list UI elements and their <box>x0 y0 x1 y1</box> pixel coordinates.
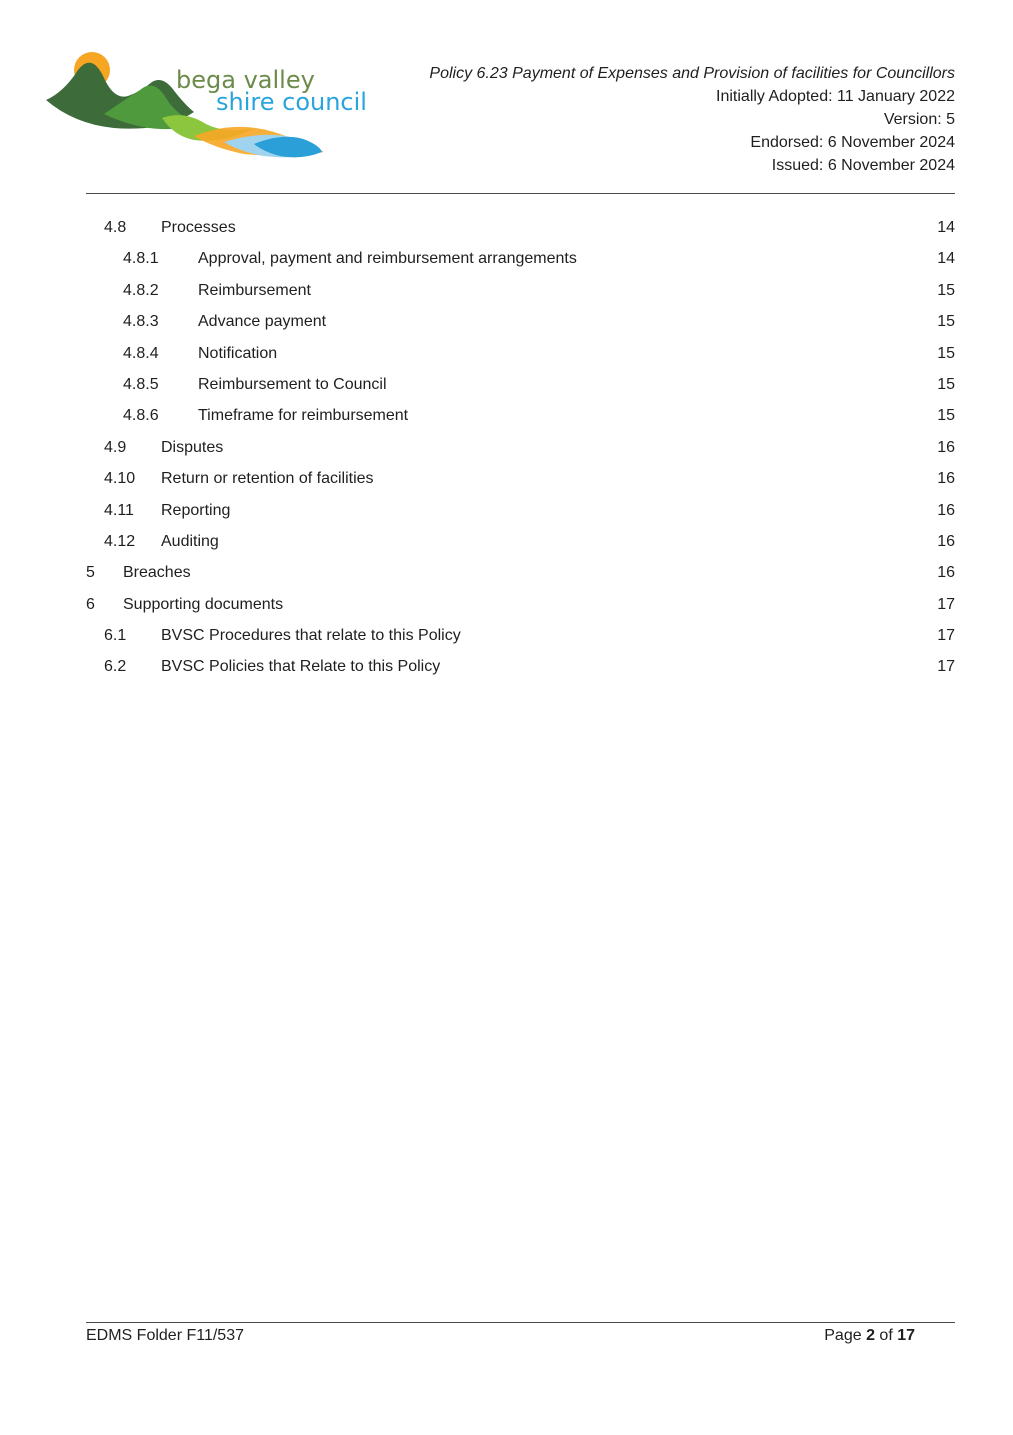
toc-entry-label: Notification <box>198 344 278 362</box>
toc-entry-page: 15 <box>937 313 955 331</box>
toc-entry-label: Reporting <box>161 501 231 519</box>
toc-entry-label: Reimbursement <box>198 281 311 299</box>
table-of-contents <box>86 212 955 683</box>
toc-entry[interactable] <box>86 338 955 369</box>
initially-adopted: Initially Adopted: 11 January 2022 <box>716 88 955 105</box>
toc-entry[interactable] <box>86 495 955 526</box>
toc-entry-page: 16 <box>937 532 955 550</box>
toc-entry[interactable] <box>86 526 955 557</box>
toc-entry-number: 4.12 <box>104 532 136 550</box>
toc-entry-page: 14 <box>937 250 955 268</box>
toc-entry[interactable] <box>86 463 955 494</box>
toc-entry-label: Processes <box>161 219 236 236</box>
toc-entry-page: 17 <box>937 627 955 645</box>
toc-entry-number: 4.8.5 <box>123 375 159 393</box>
toc-entry-label: Timeframe for reimbursement <box>198 407 409 425</box>
toc-entry[interactable] <box>86 369 955 400</box>
toc-entry-number: 6.1 <box>104 627 127 645</box>
toc-entry-page: 15 <box>937 407 955 425</box>
toc-entry-number: 4.8.3 <box>123 313 159 331</box>
toc-entry-number: 4.8.1 <box>123 250 159 268</box>
toc-entry-page: 15 <box>937 281 955 299</box>
toc-entry-number: 6 <box>86 595 95 613</box>
toc-entry[interactable] <box>86 400 955 431</box>
page-of: of <box>874 1327 898 1344</box>
policy-title: Policy 6.23 Payment of Expenses and Provision of facilities for Councillors <box>429 65 955 82</box>
toc-entry-label: Breaches <box>123 564 191 582</box>
page-total: 17 <box>897 1327 915 1344</box>
toc-entry[interactable] <box>86 432 955 463</box>
version: Version: 5 <box>883 111 955 128</box>
toc-entry-number: 4.9 <box>104 438 127 456</box>
toc-entry-label: BVSC Procedures that relate to this Policy <box>161 627 461 645</box>
toc-entry[interactable] <box>86 651 955 682</box>
toc-entry-number: 4.8.2 <box>123 281 159 299</box>
page-current: 2 <box>866 1327 875 1344</box>
page-number <box>824 1327 915 1345</box>
header-divider <box>86 193 955 194</box>
logo-text-line1: bega valley <box>176 66 315 94</box>
toc-entry-page: 16 <box>937 438 955 456</box>
toc-entry-page: 17 <box>937 658 955 676</box>
toc-entry-label: Approval, payment and reimbursement arrangements <box>198 250 577 268</box>
toc-entry-label: Auditing <box>161 532 219 550</box>
toc-entry[interactable] <box>86 620 955 651</box>
toc-entry-label: BVSC Policies that Relate to this Policy <box>161 658 441 676</box>
toc-entry-label: Return or retention of facilities <box>161 470 374 488</box>
toc-entry-number: 4.8 <box>104 219 127 236</box>
toc-entry[interactable] <box>86 243 955 274</box>
logo-text-line2: shire council <box>216 88 367 116</box>
toc-entry-page: 16 <box>937 470 955 488</box>
toc-entry[interactable] <box>86 306 955 337</box>
toc-entry-page: 17 <box>937 595 955 613</box>
toc-entry-number: 4.8.4 <box>123 344 159 362</box>
council-logo <box>44 48 374 160</box>
toc-entry-label: Reimbursement to Council <box>198 375 387 393</box>
toc-entry[interactable] <box>86 275 955 306</box>
toc-entry-label: Advance payment <box>198 313 327 331</box>
toc-entry-number: 4.11 <box>104 501 134 519</box>
toc-entry[interactable] <box>86 212 955 243</box>
toc-entry[interactable] <box>86 589 955 620</box>
toc-entry-number: 4.8.6 <box>123 407 159 425</box>
toc-entry-label: Supporting documents <box>123 595 284 613</box>
toc-entry-number: 4.10 <box>104 470 136 488</box>
toc-entry-page: 15 <box>937 375 955 393</box>
toc-entry-page: 16 <box>937 564 955 582</box>
toc-entry[interactable] <box>86 557 955 588</box>
endorsed-date: Endorsed: 6 November 2024 <box>750 134 955 151</box>
toc-entry-number: 5 <box>86 564 95 582</box>
issued-date: Issued: 6 November 2024 <box>771 157 955 174</box>
toc-entry-number: 6.2 <box>104 658 127 676</box>
footer-divider <box>86 1322 955 1323</box>
document-metadata <box>429 62 955 177</box>
toc-entry-page: 14 <box>937 219 955 236</box>
toc-entry-page: 15 <box>937 344 955 362</box>
toc-entry-page: 16 <box>937 501 955 519</box>
edms-folder: EDMS Folder F11/537 <box>86 1327 244 1344</box>
toc-entry-label: Disputes <box>161 438 224 456</box>
page-prefix: Page <box>824 1327 867 1344</box>
